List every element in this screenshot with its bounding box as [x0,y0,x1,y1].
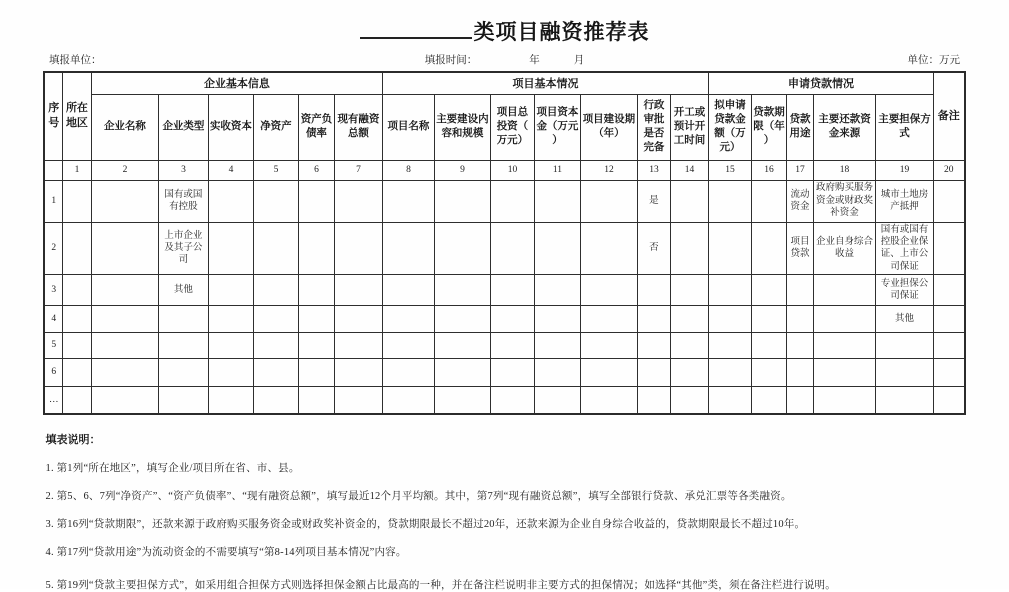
cell [580,222,637,274]
cell [752,180,787,222]
cell [434,386,490,414]
cell [490,332,534,358]
col-header-region: 所在地区 [62,72,91,160]
loan-use-cell: 流动资金 [787,180,814,222]
fill-instructions-title: 填表说明： [45,434,101,447]
col-header: 实收资本 [208,94,253,160]
cell [637,305,670,332]
cell [490,274,534,305]
cell [534,180,580,222]
cell [787,332,814,358]
cell [580,305,637,332]
cell [670,358,708,386]
cell [298,358,334,386]
cell [382,180,434,222]
cell [208,305,253,332]
cell [637,358,670,386]
note-item: 1. 第1列“所在地区”，填写企业/项目所在省、市、县。 [45,463,300,475]
seq-cell: 6 [44,358,62,386]
cell [787,386,814,414]
report-time-label: 填报时间： [424,55,478,66]
seq-cell: 3 [44,274,62,305]
cell [490,222,534,274]
seq-cell: … [44,386,62,414]
repay-source-cell: 政府购买服务资金或财政奖补资金 [814,180,876,222]
cell [709,305,752,332]
remark-cell [934,222,965,274]
cell [490,180,534,222]
fill-instructions [46,431,964,592]
table-row [44,358,964,386]
cell [158,358,208,386]
report-unit-label: 填报单位： [49,55,102,66]
cell [670,332,708,358]
enterprise-type-cell: 上市企业及其子公司 [158,222,208,274]
repay-source-cell: 企业自身综合收益 [814,222,876,274]
cell [334,332,382,358]
cell: 11 [534,160,580,180]
cell: 17 [787,160,814,180]
enterprise-type-cell: 国有或国有控股 [158,180,208,222]
cell [534,274,580,305]
cell [752,222,787,274]
seq-cell: 4 [44,305,62,332]
cell [62,222,91,274]
cell [490,358,534,386]
cell [91,274,158,305]
cell [580,274,637,305]
cell [752,274,787,305]
cell [62,274,91,305]
cell [334,386,382,414]
cell [814,305,876,332]
cell [382,222,434,274]
cell [158,305,208,332]
col-header: 净资产 [253,94,298,160]
cell [934,358,965,386]
cell [752,358,787,386]
cell [534,386,580,414]
meta-row [49,52,960,67]
cell [158,386,208,414]
cell [298,222,334,274]
col-header: 行政审批是否完备 [637,94,670,160]
cell [253,386,298,414]
cell: 18 [814,160,876,180]
col-header: 企业类型 [158,94,208,160]
cell [434,305,490,332]
cell [62,180,91,222]
cell [253,180,298,222]
loan-use-cell: 项目贷款 [787,222,814,274]
seq-cell: 2 [44,222,62,274]
cell [580,358,637,386]
cell [752,386,787,414]
cell [814,386,876,414]
cell [534,222,580,274]
col-header: 主要建设内容和规模 [434,94,490,160]
cell [434,332,490,358]
cell [434,274,490,305]
table-row [44,180,964,222]
seq-cell: 1 [44,180,62,222]
note-item: 5. 第19列“贷款主要担保方式”，如采用组合担保方式则选择担保金额占比最高的一种，并在备注栏说明非主要方式的担保情况；如选择“其他”类，须在备注栏进行说明。 [45,580,836,592]
header-group-row [44,72,964,94]
cell [434,180,490,222]
cell [208,332,253,358]
group-header-enterprise: 企业基本信息 [91,72,382,94]
table-row [44,386,964,414]
cell [91,358,158,386]
cell [382,332,434,358]
cell [298,386,334,414]
year-label: 年 [529,55,540,66]
cell [752,332,787,358]
cell [62,386,91,414]
cell [580,386,637,414]
cell [382,386,434,414]
cell: 3 [158,160,208,180]
cell [814,332,876,358]
cell [334,180,382,222]
report-time-field [102,52,908,67]
col-header: 开工或预计开工时间 [670,94,708,160]
cell [253,222,298,274]
cell: 4 [208,160,253,180]
cell [62,358,91,386]
cell [709,358,752,386]
cell [334,274,382,305]
cell [670,222,708,274]
cell [490,386,534,414]
repay-source-cell [814,274,876,305]
table-row [44,332,964,358]
col-header: 企业名称 [91,94,158,160]
col-header: 资产负债率 [298,94,334,160]
col-header: 项目资本金（万元） [534,94,580,160]
cell [490,305,534,332]
cell: 15 [709,160,752,180]
cell [534,305,580,332]
cell [670,180,708,222]
month-label: 月 [573,55,585,66]
cell [814,358,876,386]
cell [253,332,298,358]
cell [670,386,708,414]
financing-recommendation-table [43,71,965,415]
cell [253,305,298,332]
cell [298,305,334,332]
col-header: 项目名称 [382,94,434,160]
cell [709,332,752,358]
column-index-row [44,160,964,180]
table-row [44,222,964,274]
cell [709,180,752,222]
header-column-row [44,94,964,160]
cell [62,305,91,332]
approval-cell [637,274,670,305]
remark-cell [934,274,965,305]
enterprise-type-cell: 其他 [158,274,208,305]
cell [298,332,334,358]
col-header: 拟申请贷款金额（万元） [709,94,752,160]
cell: 12 [580,160,637,180]
cell [208,386,253,414]
col-header-seq: 序号 [44,72,62,160]
cell: 1 [62,160,91,180]
group-header-project: 项目基本情况 [382,72,708,94]
table-row [44,274,964,305]
col-header: 项目建设期（年） [580,94,637,160]
remark-cell [934,305,965,332]
cell [670,305,708,332]
note-item: 3. 第16列“贷款期限”，还款来源于政府购买服务资金或财政奖补资金的，贷款期限最长不超过20年，还款来源为企业自身综合收益的，贷款期限最长不超过10年。 [45,519,806,531]
cell [298,180,334,222]
cell: 16 [752,160,787,180]
cell [91,180,158,222]
guarantee-cell: 其他 [876,305,934,332]
cell [709,222,752,274]
page-title [0,0,1009,46]
cell [208,222,253,274]
cell [208,358,253,386]
guarantee-cell: 专业担保公司保证 [876,274,934,305]
cell [580,180,637,222]
cell [876,358,934,386]
group-header-loan: 申请贷款情况 [709,72,934,94]
cell [752,305,787,332]
cell: 7 [334,160,382,180]
cell [44,160,62,180]
cell: 13 [637,160,670,180]
cell [382,274,434,305]
cell [709,274,752,305]
cell [434,222,490,274]
cell [208,180,253,222]
cell [934,332,965,358]
cell [62,332,91,358]
cell [434,358,490,386]
title-blank-line [360,21,472,39]
cell: 2 [91,160,158,180]
cell: 5 [253,160,298,180]
cell [934,386,965,414]
money-unit-note: 单位：万元 [907,55,960,66]
seq-cell: 5 [44,332,62,358]
guarantee-cell: 国有或国有控股企业保证、上市公司保证 [876,222,934,274]
loan-use-cell [787,274,814,305]
cell [670,274,708,305]
cell [534,358,580,386]
cell [253,274,298,305]
cell [876,332,934,358]
cell [158,332,208,358]
col-header-remark: 备注 [934,72,965,160]
cell [334,305,382,332]
cell [334,222,382,274]
cell [91,332,158,358]
col-header: 主要还款资金来源 [814,94,876,160]
cell [637,332,670,358]
approval-cell: 否 [637,222,670,274]
cell [787,358,814,386]
note-item: 4. 第17列“贷款用途”为流动资金的不需要填写“第8-14列项目基本情况”内容。 [45,547,407,559]
cell [91,222,158,274]
col-header: 主要担保方式 [876,94,934,160]
cell [534,332,580,358]
cell [787,305,814,332]
cell: 8 [382,160,434,180]
cell [637,386,670,414]
cell: 20 [934,160,965,180]
cell [208,274,253,305]
page-title-text: 类项目融资推荐表 [473,20,650,44]
col-header: 项目总投资（万元） [490,94,534,160]
cell [253,358,298,386]
cell: 9 [434,160,490,180]
cell [876,386,934,414]
table-row [44,305,964,332]
approval-cell: 是 [637,180,670,222]
cell [709,386,752,414]
cell [298,274,334,305]
cell [91,386,158,414]
note-item: 2. 第5、6、7列“净资产”、“资产负债率”、“现有融资总额”，填写最近12个月平均额。其中，第7列“现有融资总额”，填写全部银行贷款、承兑汇票等各类融资。 [45,491,792,503]
col-header: 贷款期限（年） [752,94,787,160]
cell [382,305,434,332]
remark-cell [934,180,965,222]
cell [91,305,158,332]
cell: 10 [490,160,534,180]
cell [580,332,637,358]
col-header: 贷款用途 [787,94,814,160]
cell: 6 [298,160,334,180]
cell: 14 [670,160,708,180]
guarantee-cell: 城市土地房产抵押 [876,180,934,222]
cell [382,358,434,386]
cell: 19 [876,160,934,180]
col-header: 现有融资总额 [334,94,382,160]
cell [334,358,382,386]
